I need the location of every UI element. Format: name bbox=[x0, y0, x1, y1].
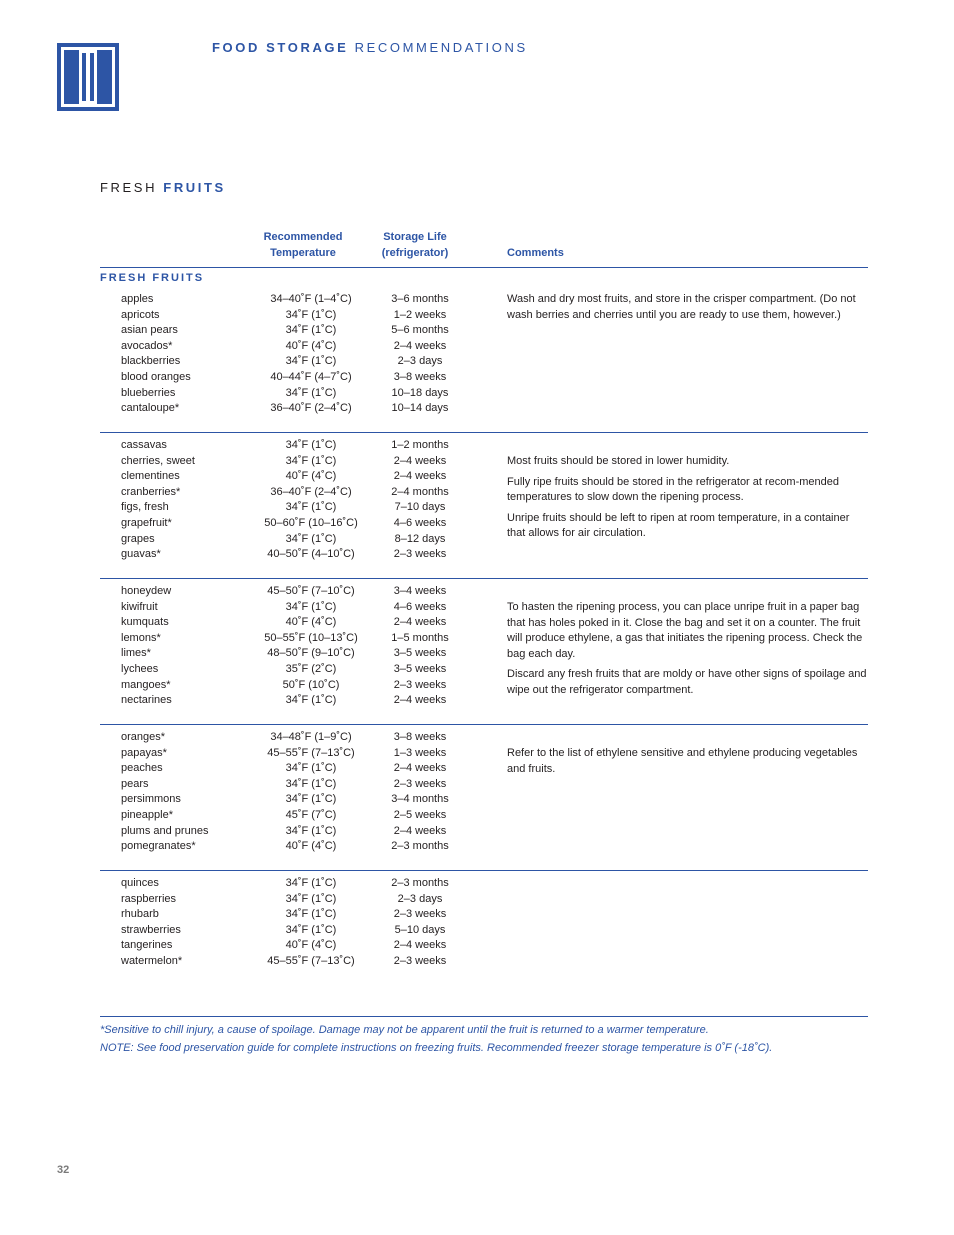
fruit-storage-life: 2–4 months bbox=[391, 485, 449, 498]
table-row bbox=[100, 839, 868, 855]
fruit-temperature: 34˚F (1˚C) bbox=[285, 923, 337, 936]
table-group bbox=[100, 292, 868, 417]
table-row bbox=[100, 923, 868, 939]
section-title bbox=[100, 180, 226, 195]
fruit-name: avocados* bbox=[121, 339, 173, 352]
table-row bbox=[100, 386, 868, 402]
fruit-storage-life: 7–10 days bbox=[394, 501, 446, 514]
fruit-storage-life: 3–5 weeks bbox=[393, 662, 447, 675]
comment-paragraph: Refer to the list of ethylene sensitive and ethylene producing vegetables and fruits. bbox=[507, 747, 858, 775]
fruit-name: nectarines bbox=[121, 694, 172, 707]
fruit-temperature: 40˚F (4˚C) bbox=[285, 939, 337, 952]
fruit-storage-life: 1–2 months bbox=[391, 439, 449, 451]
fruit-storage-life: 2–3 weeks bbox=[393, 777, 447, 790]
comment-paragraph: Most fruits should be stored in lower humidity. bbox=[507, 455, 730, 467]
fruit-name: kumquats bbox=[121, 616, 169, 629]
fruit-storage-life: 2–3 months bbox=[391, 877, 449, 889]
table-row bbox=[100, 730, 868, 746]
fruit-temperature: 34˚F (1˚C) bbox=[285, 762, 337, 775]
fruit-storage-life: 5–6 months bbox=[391, 324, 449, 337]
brand-logo bbox=[57, 43, 119, 111]
fruit-temperature: 34˚F (1˚C) bbox=[285, 824, 337, 837]
fruit-temperature: 34˚F (1˚C) bbox=[285, 777, 337, 790]
fruit-temperature: 40˚F (4˚C) bbox=[285, 616, 337, 629]
fruit-name: blackberries bbox=[121, 355, 181, 368]
fruit-temperature: 40–50˚F (4–10˚C) bbox=[267, 548, 355, 561]
fruit-temperature: 34˚F (1˚C) bbox=[285, 908, 337, 921]
fruit-name: cranberries* bbox=[121, 485, 181, 498]
table-group bbox=[100, 438, 868, 563]
column-header-temperature-line1: Recommended bbox=[263, 231, 343, 243]
column-header-life-line2: (refrigerator) bbox=[381, 247, 449, 259]
fruit-temperature: 45–55˚F (7–13˚C) bbox=[267, 954, 355, 967]
fruit-name: cherries, sweet bbox=[121, 454, 195, 467]
fruit-storage-life: 2–5 weeks bbox=[393, 808, 447, 821]
table-row bbox=[100, 438, 868, 454]
fruit-name: pineapple* bbox=[121, 808, 173, 821]
fruit-storage-life: 8–12 days bbox=[394, 532, 446, 545]
fruit-temperature: 34˚F (1˚C) bbox=[285, 600, 337, 613]
group-comments bbox=[507, 292, 869, 328]
fruit-temperature: 34˚F (1˚C) bbox=[285, 892, 337, 905]
fruit-temperature: 36–40˚F (2–4˚C) bbox=[270, 402, 352, 415]
fruit-name: tangerines bbox=[121, 939, 173, 952]
fruit-name: figs, fresh bbox=[121, 501, 169, 514]
fruit-storage-life: 2–4 weeks bbox=[393, 694, 447, 707]
fruit-name: rhubarb bbox=[121, 908, 159, 921]
fruit-temperature: 34˚F (1˚C) bbox=[285, 793, 337, 806]
fruit-temperature: 35˚F (2˚C) bbox=[285, 662, 337, 675]
fruit-name: plums and prunes bbox=[121, 824, 209, 837]
fruit-storage-life: 3–8 weeks bbox=[393, 370, 447, 383]
fruit-storage-life: 2–4 weeks bbox=[393, 470, 447, 483]
fruit-storage-life: 3–5 weeks bbox=[393, 647, 447, 660]
table-group bbox=[100, 876, 868, 970]
fruit-name: cassavas bbox=[121, 439, 167, 451]
fruit-temperature: 50–55˚F (10–13˚C) bbox=[264, 631, 358, 644]
group-divider bbox=[100, 724, 868, 725]
fruit-temperature: 34˚F (1˚C) bbox=[285, 324, 337, 337]
table-row bbox=[100, 954, 868, 970]
fruit-name: pomegranates* bbox=[121, 840, 196, 853]
fruit-temperature: 40˚F (4˚C) bbox=[285, 470, 337, 483]
header-divider bbox=[100, 267, 868, 268]
fruit-name: cantaloupe* bbox=[121, 402, 180, 415]
fruit-name: blueberries bbox=[121, 386, 176, 399]
fruit-storage-life: 3–4 weeks bbox=[393, 585, 447, 597]
table-row bbox=[100, 547, 868, 563]
fruit-storage-life: 2–3 weeks bbox=[393, 548, 447, 561]
fruit-temperature: 36–40˚F (2–4˚C) bbox=[270, 485, 352, 498]
fruit-storage-life: 3–6 months bbox=[391, 293, 449, 305]
table-row bbox=[100, 370, 868, 386]
fruit-temperature: 40˚F (4˚C) bbox=[285, 840, 337, 853]
group-comments bbox=[507, 600, 869, 704]
fruit-storage-life: 2–4 weeks bbox=[393, 939, 447, 952]
column-header-storage-life bbox=[365, 229, 465, 261]
fruit-storage-life: 2–3 days bbox=[397, 892, 443, 905]
fruit-temperature: 40–44˚F (4–7˚C) bbox=[270, 370, 352, 383]
fruit-storage-life: 5–10 days bbox=[394, 923, 446, 936]
fruit-storage-life: 2–3 weeks bbox=[393, 954, 447, 967]
group-comments bbox=[507, 454, 869, 547]
fruit-temperature: 48–50˚F (9–10˚C) bbox=[267, 647, 355, 660]
fruit-storage-life: 2–4 weeks bbox=[393, 762, 447, 775]
fruit-temperature: 34˚F (1˚C) bbox=[285, 439, 337, 451]
table-row bbox=[100, 824, 868, 840]
fruit-name: honeydew bbox=[121, 585, 172, 597]
page-number: 32 bbox=[57, 1164, 70, 1176]
fruit-name: blood oranges bbox=[121, 370, 191, 383]
fruit-name: lemons* bbox=[121, 631, 161, 644]
fruit-storage-life: 1–5 months bbox=[391, 631, 449, 644]
fruit-storage-life: 4–6 weeks bbox=[393, 600, 447, 613]
fruit-name: clementines bbox=[121, 470, 180, 483]
fruit-name: strawberries bbox=[121, 923, 181, 936]
fruit-storage-life: 2–3 weeks bbox=[393, 678, 447, 691]
fruit-storage-life: 10–18 days bbox=[391, 386, 449, 399]
table-row bbox=[100, 892, 868, 908]
fruit-name: apples bbox=[121, 293, 154, 305]
column-header-temperature bbox=[250, 229, 356, 261]
fruit-name: pears bbox=[121, 777, 149, 790]
fruit-name: limes* bbox=[121, 647, 151, 660]
fruit-storage-life: 1–2 weeks bbox=[393, 308, 447, 321]
table-row bbox=[100, 354, 868, 370]
fruit-storage-life: 3–8 weeks bbox=[393, 731, 447, 743]
footnote-divider bbox=[100, 1016, 868, 1017]
fruit-temperature: 45–55˚F (7–13˚C) bbox=[267, 746, 355, 759]
table-row bbox=[100, 792, 868, 808]
page-header-title bbox=[212, 40, 528, 55]
table-row bbox=[100, 876, 868, 892]
group-label: FRESH FRUITS bbox=[100, 272, 205, 284]
fruit-storage-life: 2–4 weeks bbox=[393, 454, 447, 467]
table-row bbox=[100, 401, 868, 417]
fruit-temperature: 50–60˚F (10–16˚C) bbox=[264, 516, 358, 529]
footnote-note: NOTE: See food preservation guide for complete instructions on freezing fruits. Recommended freezer storage temperature is 0˚F (-18˚C). bbox=[100, 1042, 773, 1054]
comment-paragraph: Discard any fresh fruits that are moldy or have other signs of spoilage and wipe out the refrigerator compartment. bbox=[507, 668, 867, 696]
fruit-name: oranges* bbox=[121, 731, 166, 743]
column-header-life-line1: Storage Life bbox=[383, 231, 447, 243]
fruit-storage-life: 1–3 weeks bbox=[393, 746, 447, 759]
fruit-storage-life: 4–6 weeks bbox=[393, 516, 447, 529]
fruit-name: grapefruit* bbox=[121, 516, 172, 529]
table-group bbox=[100, 584, 868, 709]
fruit-name: papayas* bbox=[121, 746, 167, 759]
fruit-temperature: 45˚F (7˚C) bbox=[285, 808, 337, 821]
column-header-comments: Comments bbox=[507, 247, 564, 259]
fruit-storage-life: 2–4 weeks bbox=[393, 616, 447, 629]
group-divider bbox=[100, 578, 868, 579]
table-row bbox=[100, 907, 868, 923]
section-title-light: FRESH bbox=[100, 180, 158, 195]
comment-paragraph: Fully ripe fruits should be stored in the refrigerator at recom-mended temperatures to slow down the ripening process. bbox=[507, 475, 839, 504]
section-title-bold: FRUITS bbox=[163, 180, 226, 195]
comment-paragraph: To hasten the ripening process, you can place unripe fruit in a paper bag that has holes poked in it. Close the bag and set it on a counter. The fruit will produce ethylene, a gas that initiates the ripening process. Check the bag each day. bbox=[507, 601, 863, 660]
fruit-name: asian pears bbox=[121, 324, 178, 337]
footnote-sensitive: *Sensitive to chill injury, a cause of spoilage. Damage may not be apparent until the fruit is returned to a warmer temperature. bbox=[100, 1024, 709, 1036]
fruit-storage-life: 2–4 weeks bbox=[393, 824, 447, 837]
fruit-storage-life: 2–3 weeks bbox=[393, 908, 447, 921]
table-row bbox=[100, 938, 868, 954]
fruit-temperature: 34˚F (1˚C) bbox=[285, 355, 337, 368]
column-header-temperature-line2: Temperature bbox=[270, 247, 336, 259]
table-row bbox=[100, 584, 868, 600]
fruit-name: guavas* bbox=[121, 548, 161, 561]
fruit-name: raspberries bbox=[121, 892, 177, 905]
fruit-temperature: 50˚F (10˚C) bbox=[282, 678, 340, 691]
fruit-storage-life: 2–3 months bbox=[391, 840, 449, 853]
fruit-name: mangoes* bbox=[121, 678, 171, 691]
table-row bbox=[100, 808, 868, 824]
header-title-light: RECOMMENDATIONS bbox=[354, 40, 528, 55]
fruit-temperature: 34–48˚F (1–9˚C) bbox=[270, 731, 352, 743]
fruit-storage-life: 2–4 weeks bbox=[393, 339, 447, 352]
comment-paragraph: Wash and dry most fruits, and store in the crisper compartment. (Do not wash berries and cherries until you are ready to use them, however.) bbox=[507, 293, 856, 321]
table-row bbox=[100, 339, 868, 355]
fruit-storage-life: 3–4 months bbox=[391, 793, 449, 806]
fruit-temperature: 34˚F (1˚C) bbox=[285, 694, 337, 707]
fruit-name: quinces bbox=[121, 877, 159, 889]
fruit-temperature: 34˚F (1˚C) bbox=[285, 386, 337, 399]
header-title-bold: FOOD STORAGE bbox=[212, 40, 349, 55]
group-divider bbox=[100, 870, 868, 871]
fruit-name: apricots bbox=[121, 308, 160, 321]
fruit-temperature: 34˚F (1˚C) bbox=[285, 308, 337, 321]
fruit-temperature: 34˚F (1˚C) bbox=[285, 501, 337, 514]
fruit-storage-life: 10–14 days bbox=[391, 402, 449, 415]
fruit-temperature: 34˚F (1˚C) bbox=[285, 877, 337, 889]
fruit-name: peaches bbox=[121, 762, 163, 775]
group-divider bbox=[100, 432, 868, 433]
fruit-temperature: 40˚F (4˚C) bbox=[285, 339, 337, 352]
fruit-temperature: 45–50˚F (7–10˚C) bbox=[267, 585, 355, 597]
fruit-name: grapes bbox=[121, 532, 155, 545]
fruit-name: watermelon* bbox=[121, 954, 183, 967]
group-comments bbox=[507, 746, 869, 782]
fruit-temperature: 34–40˚F (1–4˚C) bbox=[270, 293, 352, 305]
fruit-storage-life: 2–3 days bbox=[397, 355, 443, 368]
fruit-temperature: 34˚F (1˚C) bbox=[285, 532, 337, 545]
fruit-name: kiwifruit bbox=[121, 600, 158, 613]
fruit-name: lychees bbox=[121, 662, 159, 675]
fruit-name: persimmons bbox=[121, 793, 181, 806]
fruit-temperature: 34˚F (1˚C) bbox=[285, 454, 337, 467]
table-group bbox=[100, 730, 868, 855]
comment-paragraph: Unripe fruits should be left to ripen at room temperature, in a container that allows for air circulation. bbox=[507, 511, 850, 540]
